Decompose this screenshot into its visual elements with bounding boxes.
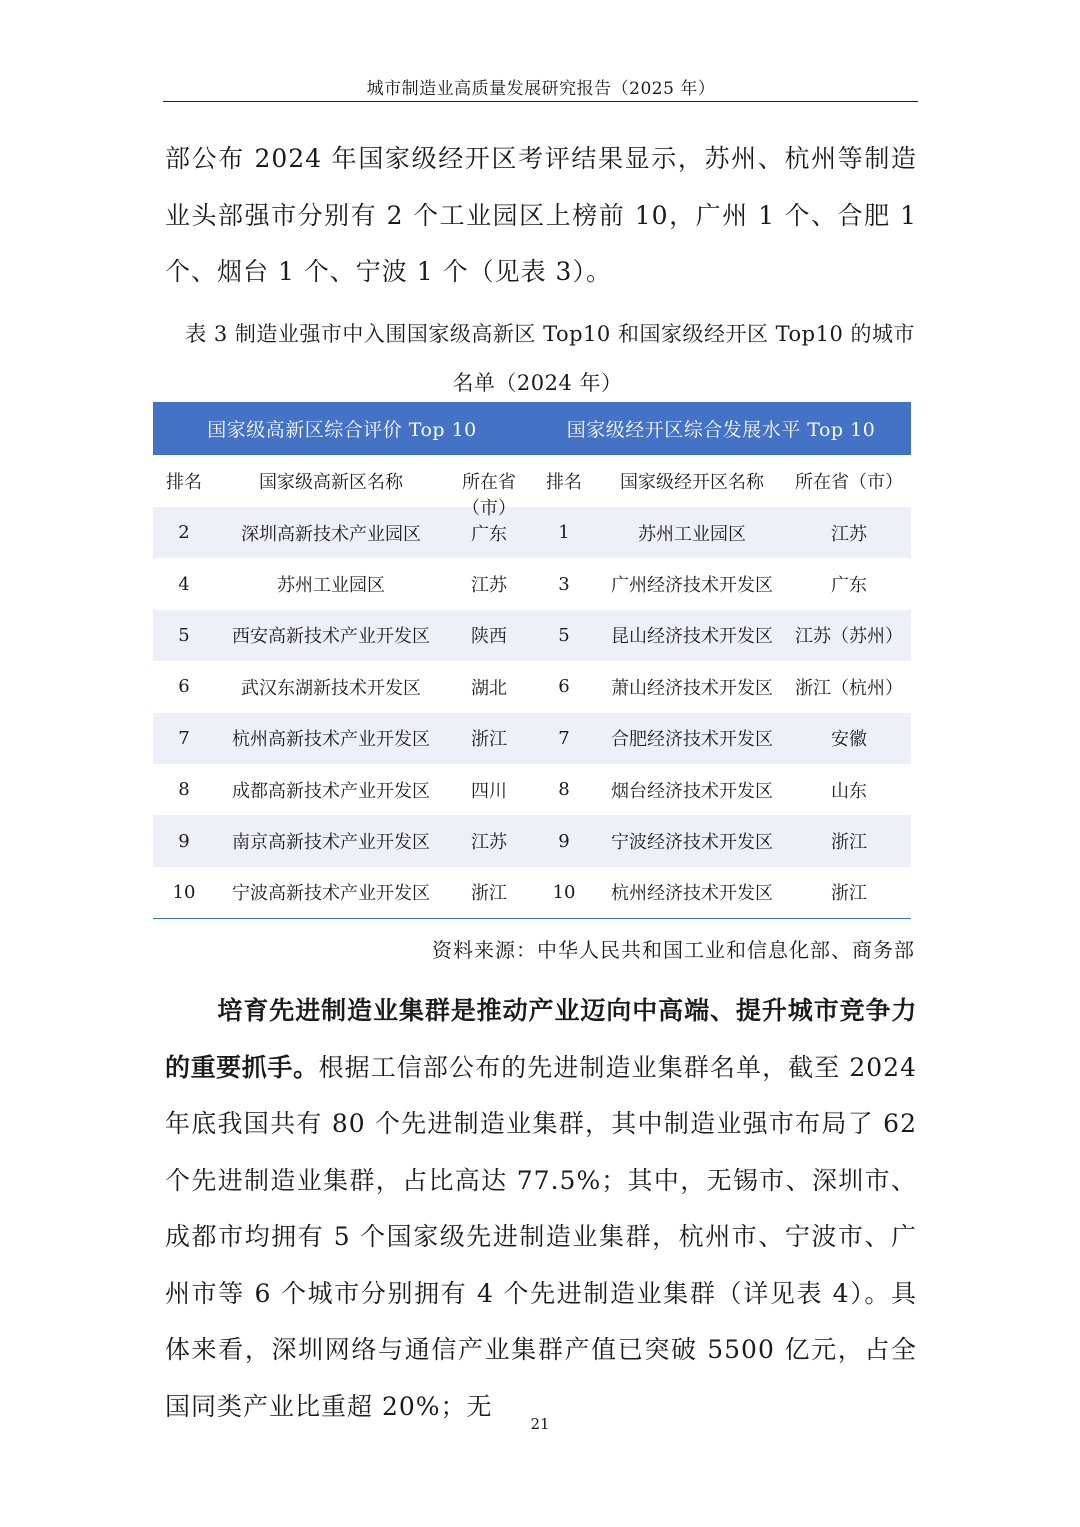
rank-econ-dev: 6 bbox=[558, 676, 570, 698]
province-econ-dev: 山东 bbox=[831, 780, 868, 802]
column-header: 排名 bbox=[166, 472, 202, 493]
zone-name-econ-dev: 宁波经济技术开发区 bbox=[597, 815, 787, 866]
zone-name-high-tech: 南京高新技术产业开发区 bbox=[215, 815, 447, 866]
paragraph-2-lead: 培育先进制造业集群是推动产业迈向中高端、提升城市竞争力的重要抓手。 bbox=[165, 996, 917, 1082]
table-row bbox=[153, 815, 911, 866]
zone-name-econ-dev: 苏州工业园区 bbox=[597, 507, 787, 558]
rank-econ-dev: 10 bbox=[531, 867, 597, 919]
province-high-tech: 陕西 bbox=[447, 610, 531, 661]
column-header bbox=[447, 455, 531, 519]
rank-high-tech: 7 bbox=[153, 713, 215, 764]
province-high-tech: 浙江 bbox=[447, 867, 531, 919]
zone-name-econ-dev: 烟台经济技术开发区 bbox=[611, 780, 774, 802]
zone-name-econ-dev: 昆山经济技术开发区 bbox=[597, 610, 787, 661]
zone-name-high-tech: 苏州工业园区 bbox=[277, 575, 385, 597]
table-row bbox=[153, 507, 911, 558]
rank-high-tech: 9 bbox=[153, 815, 215, 866]
table-row bbox=[153, 661, 911, 712]
zone-name-econ-dev: 杭州经济技术开发区 bbox=[597, 867, 787, 919]
rank-high-tech: 10 bbox=[153, 867, 215, 919]
province-econ-dev: 江苏（苏州） bbox=[787, 610, 911, 661]
table-row bbox=[153, 764, 911, 815]
province-high-tech: 湖北 bbox=[471, 677, 507, 699]
paragraph-2 bbox=[165, 983, 917, 1435]
table-group-header bbox=[153, 402, 911, 455]
ranking-table bbox=[153, 402, 911, 919]
province-high-tech: 江苏 bbox=[471, 575, 507, 597]
paragraph-2-body: 根据工信部公布的先进制造业集群名单，截至 2024 年底我国共有 80 个先进制造业集群，其中制造业强市布局了 62 个先进制造业集群，占比高达 77.5%；其中，无锡市、深圳市、成都市均拥有 5 个国家级先进制造业集群，杭州市、宁波市、广州市等 6 个城市分别拥有 4 个先进制造业集群（详见表 4）。具体来看，深圳网络与通信产业集群产值已突破 5500 亿元，占全国同类产业比重超 20%；无 bbox=[165, 1052, 917, 1421]
table-caption-line-1: 表 3 制造业强市中入围国家级高新区 Top10 和国家级经开区 Top10 的城市 bbox=[185, 322, 915, 346]
zone-name-high-tech: 成都高新技术产业开发区 bbox=[232, 780, 430, 802]
province-econ-dev: 广东 bbox=[831, 575, 868, 597]
rank-high-tech: 8 bbox=[178, 779, 190, 801]
column-header: 排名 bbox=[546, 472, 583, 493]
province-high-tech: 广东 bbox=[447, 507, 531, 558]
page-number: 21 bbox=[530, 1415, 550, 1433]
table-row bbox=[153, 867, 911, 919]
province-econ-dev: 浙江 bbox=[787, 815, 911, 866]
running-header: 城市制造业高质量发展研究报告（2025 年） bbox=[366, 79, 716, 99]
column-header: 国家级经开区名称 bbox=[620, 472, 765, 493]
group-header-high-tech: 国家级高新区综合评价 Top 10 bbox=[153, 402, 531, 455]
zone-name-econ-dev: 广州经济技术开发区 bbox=[611, 575, 774, 597]
province-econ-dev: 浙江（杭州） bbox=[795, 677, 904, 699]
table-source-note: 资料来源：中华人民共和国工业和信息化部、商务部 bbox=[432, 938, 915, 962]
rank-high-tech: 6 bbox=[178, 676, 190, 698]
zone-name-high-tech: 宁波高新技术产业开发区 bbox=[215, 867, 447, 919]
table-row bbox=[153, 610, 911, 661]
zone-name-high-tech: 深圳高新技术产业园区 bbox=[215, 507, 447, 558]
zone-name-econ-dev: 合肥经济技术开发区 bbox=[597, 713, 787, 764]
province-high-tech: 浙江 bbox=[447, 713, 531, 764]
province-econ-dev: 浙江 bbox=[787, 867, 911, 919]
table-row bbox=[153, 713, 911, 764]
rank-econ-dev: 3 bbox=[558, 573, 570, 595]
province-high-tech: 四川 bbox=[471, 780, 507, 802]
table-column-header bbox=[153, 455, 911, 507]
rank-econ-dev: 7 bbox=[531, 713, 597, 764]
column-header: 国家级高新区名称 bbox=[259, 472, 403, 493]
group-header-econ-dev: 国家级经开区综合发展水平 Top 10 bbox=[531, 402, 911, 455]
rank-high-tech: 4 bbox=[178, 573, 190, 595]
zone-name-high-tech: 杭州高新技术产业开发区 bbox=[215, 713, 447, 764]
column-header-label: 所在省（市） bbox=[462, 472, 516, 519]
rank-econ-dev: 1 bbox=[531, 507, 597, 558]
province-econ-dev: 江苏 bbox=[787, 507, 911, 558]
header-rule bbox=[163, 101, 918, 102]
rank-econ-dev: 8 bbox=[558, 779, 570, 801]
province-econ-dev: 安徽 bbox=[787, 713, 911, 764]
zone-name-econ-dev: 萧山经济技术开发区 bbox=[611, 677, 774, 699]
column-header: 所在省（市） bbox=[795, 472, 904, 493]
table-row bbox=[153, 558, 911, 609]
paragraph-1: 部公布 2024 年国家级经开区考评结果显示，苏州、杭州等制造业头部强市分别有 2 个工业园区上榜前 10，广州 1 个、合肥 1 个、烟台 1 个、宁波 1 个（见表 3）。 bbox=[165, 144, 917, 286]
rank-econ-dev: 9 bbox=[531, 815, 597, 866]
zone-name-high-tech: 西安高新技术产业开发区 bbox=[215, 610, 447, 661]
rank-econ-dev: 5 bbox=[531, 610, 597, 661]
rank-high-tech: 2 bbox=[153, 507, 215, 558]
table-caption-line-2: 名单（2024 年） bbox=[452, 371, 623, 395]
rank-high-tech: 5 bbox=[153, 610, 215, 661]
zone-name-high-tech: 武汉东湖新技术开发区 bbox=[241, 677, 421, 699]
province-high-tech: 江苏 bbox=[447, 815, 531, 866]
